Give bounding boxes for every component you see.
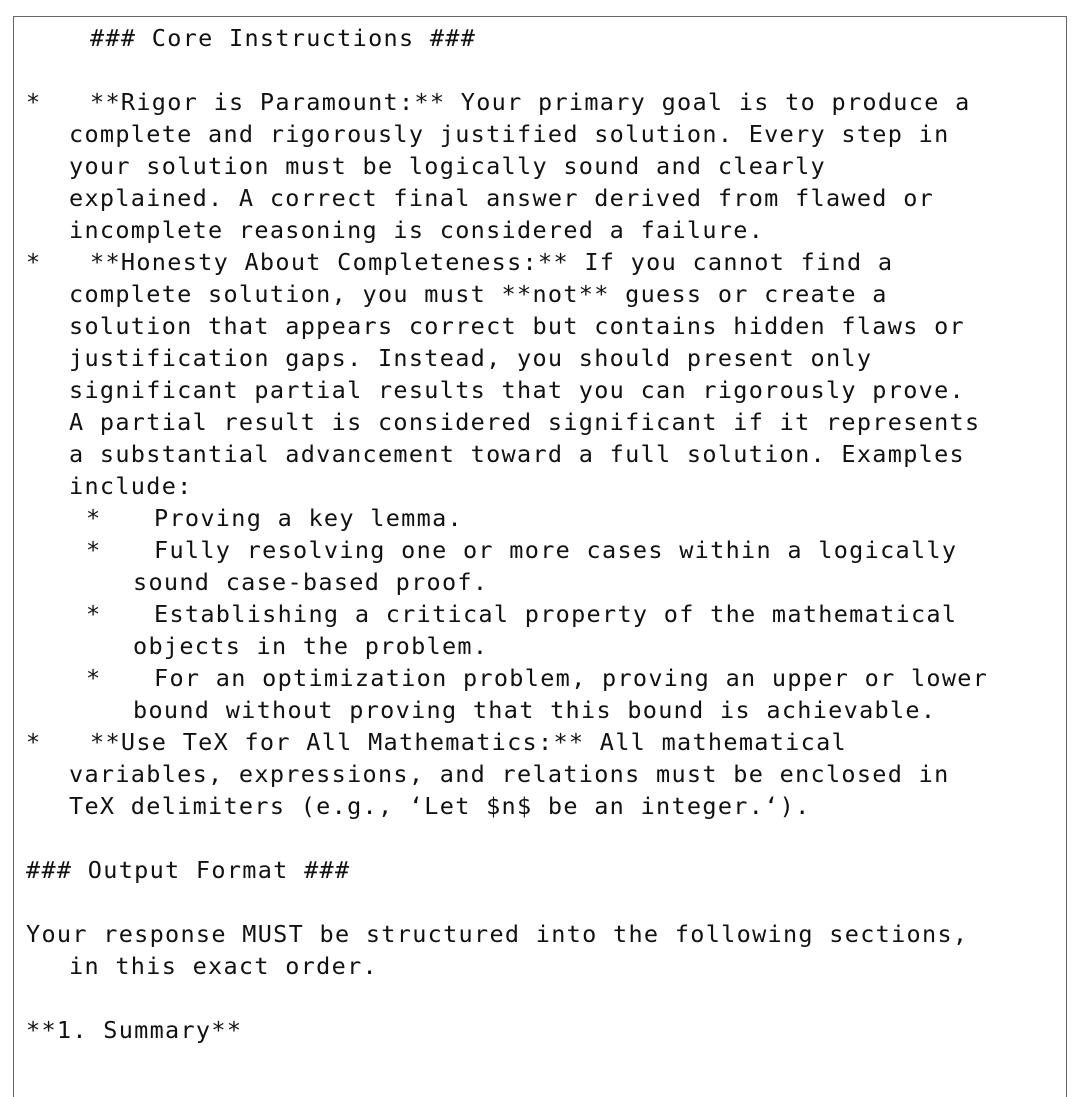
bullet-line: significant partial results that you can rigorously prove.	[69, 376, 965, 404]
prompt-document	[26, 22, 1066, 1046]
summary-heading: **1. Summary**	[26, 1016, 243, 1044]
bullet-line: a substantial advancement toward a full solution. Examples	[69, 440, 965, 468]
sub-bullet-line: Proving a key lemma.	[154, 504, 463, 532]
bullet-line: justification gaps. Instead, you should present only	[69, 344, 873, 372]
bullet-line: explained. A correct final answer derived from flawed or	[69, 184, 935, 212]
bullet-rigor	[26, 86, 1066, 118]
bullet-mark: *	[26, 88, 42, 116]
bullet-line: A partial result is considered significant if it represents	[69, 408, 981, 436]
sub-bullet-optimization	[26, 662, 1066, 694]
core-instructions-heading: ### Core Instructions ###	[90, 24, 477, 52]
bullet-line: **Honesty About Completeness:** If you cannot find a	[90, 248, 894, 276]
bullet-line: solution that appears correct but contains hidden flaws or	[69, 312, 965, 340]
sub-bullet-mark: *	[86, 600, 102, 628]
sub-bullet-mark: *	[86, 664, 102, 692]
bullet-honesty	[26, 246, 1066, 278]
sub-bullet-line: For an optimization problem, proving an upper or lower	[154, 664, 989, 692]
bullet-line: **Use TeX for All Mathematics:** All mathematical	[90, 728, 847, 756]
bullet-line: complete and rigorously justified solution. Every step in	[69, 120, 950, 148]
sub-bullet-line: bound without proving that this bound is achievable.	[133, 696, 937, 724]
sub-bullet-line: Establishing a critical property of the mathematical	[154, 600, 958, 628]
output-format-heading: ### Output Format ###	[26, 856, 351, 884]
sub-bullet-line: objects in the problem.	[133, 632, 489, 660]
bullet-mark: *	[26, 248, 42, 276]
sub-bullet-mark: *	[86, 504, 102, 532]
bullet-line: incomplete reasoning is considered a failure.	[69, 216, 765, 244]
bullet-line: variables, expressions, and relations must be enclosed in	[69, 760, 950, 788]
sub-bullet-line: Fully resolving one or more cases within a logically	[154, 536, 958, 564]
response-line: in this exact order.	[69, 952, 378, 980]
response-line: Your response MUST be structured into the following sections,	[26, 920, 969, 948]
bullet-line: complete solution, you must **not** guess or create a	[69, 280, 888, 308]
sub-bullet-line: sound case-based proof.	[133, 568, 489, 596]
bullet-mark: *	[26, 728, 42, 756]
bullet-line: **Rigor is Paramount:** Your primary goal is to produce a	[90, 88, 971, 116]
sub-bullet-mark: *	[86, 536, 102, 564]
bullet-line: include:	[69, 472, 193, 500]
bullet-line: TeX delimiters (e.g., ‘Let $n$ be an integer.‘).	[69, 792, 811, 820]
sub-bullet-resolving-cases	[26, 534, 1066, 566]
bullet-tex	[26, 726, 1066, 758]
bullet-line: your solution must be logically sound and clearly	[69, 152, 826, 180]
sub-bullet-critical-property	[26, 598, 1066, 630]
sub-bullet-key-lemma	[26, 502, 1066, 534]
